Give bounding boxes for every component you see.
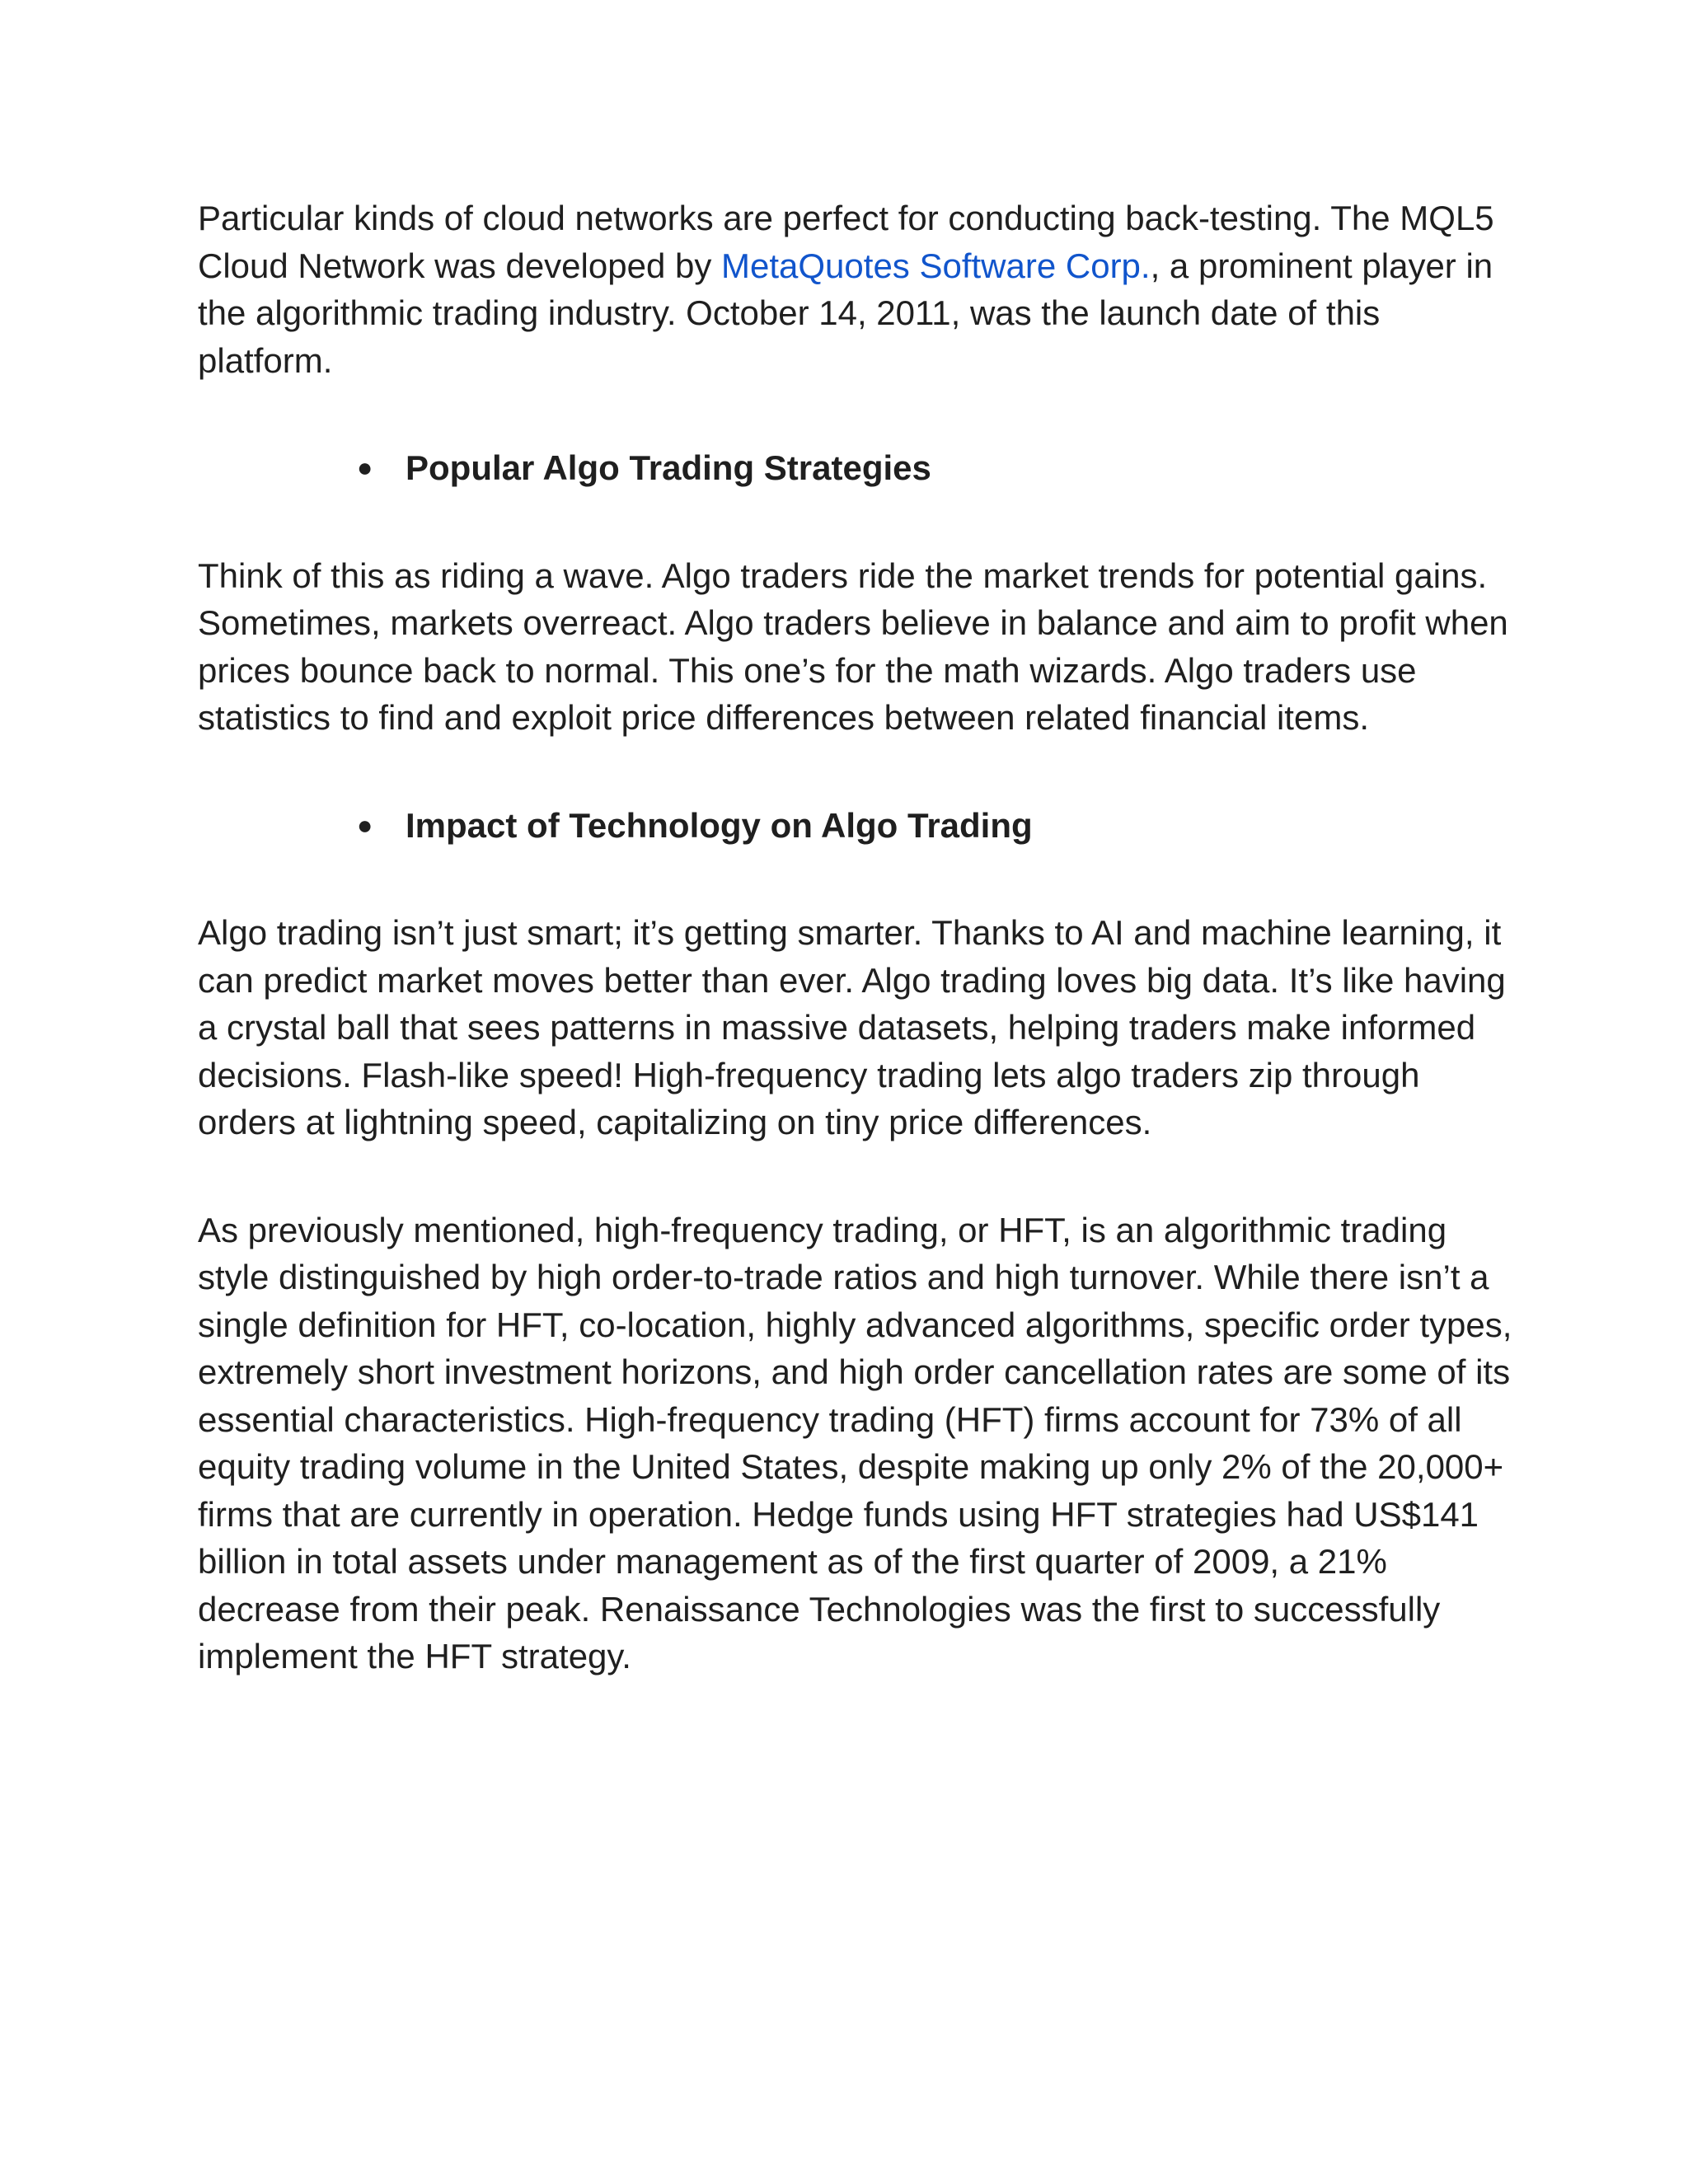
intro-text-after-link: , a prominent player in the algorithmic trading industry. October 14, 2011, was the launch date of this platform. [198,246,1493,380]
bullet-icon: ● [357,809,373,840]
section-heading-text: Impact of Technology on Algo Trading [406,805,1033,845]
intro-text-before-link: Particular kinds of cloud networks are perfect for conducting back-testing. The MQL5 Cloud Network was developed by [198,199,1494,285]
strategies-paragraph: Think of this as riding a wave. Algo traders ride the market trends for potential gains. Sometimes, markets overreact. Algo traders believe in balance and aim to profit when prices bounce back to normal. This one’s for the math wizards. Algo traders use statistics to find and exploit price differences between related financial items. [198,555,1508,737]
section-heading-technology [198,802,1517,850]
document-page [198,194,1517,1680]
section-heading-strategies [198,444,1517,492]
metaquotes-link[interactable]: MetaQuotes Software Corp. [721,246,1151,285]
hft-paragraph: As previously mentioned, high-frequency trading, or HFT, is an algorithmic trading style distinguished by high order-to-trade ratios and high turnover. While there isn’t a single definition for HFT, co-location, highly advanced algorithms, specific order types, extremely short investment horizons, and high order cancellation rates are some of its essential characteristics. High-frequency trading (HFT) firms account for 73% of all equity trading volume in the United States, despite making up only 2% of the 20,000+ firms that are currently in operation. Hedge funds using HFT strategies had US$141 billion in total assets under management as of the first quarter of 2009, a 21% decrease from their peak. Renaissance Technologies was the first to successfully implement the HFT strategy. [198,1210,1512,1675]
section-heading-text: Popular Algo Trading Strategies [406,448,931,487]
technology-paragraph: Algo trading isn’t just smart; it’s getting smarter. Thanks to AI and machine learning, it can predict market moves better than ever. Algo trading loves big data. It’s like having a crystal ball that sees patterns in massive datasets, helping traders make informed decisions. Flash-like speed! High-frequency trading lets algo traders zip through orders at lightning speed, capitalizing on tiny price differences. [198,913,1506,1141]
intro-paragraph [198,194,1517,384]
bullet-icon: ● [357,452,373,482]
